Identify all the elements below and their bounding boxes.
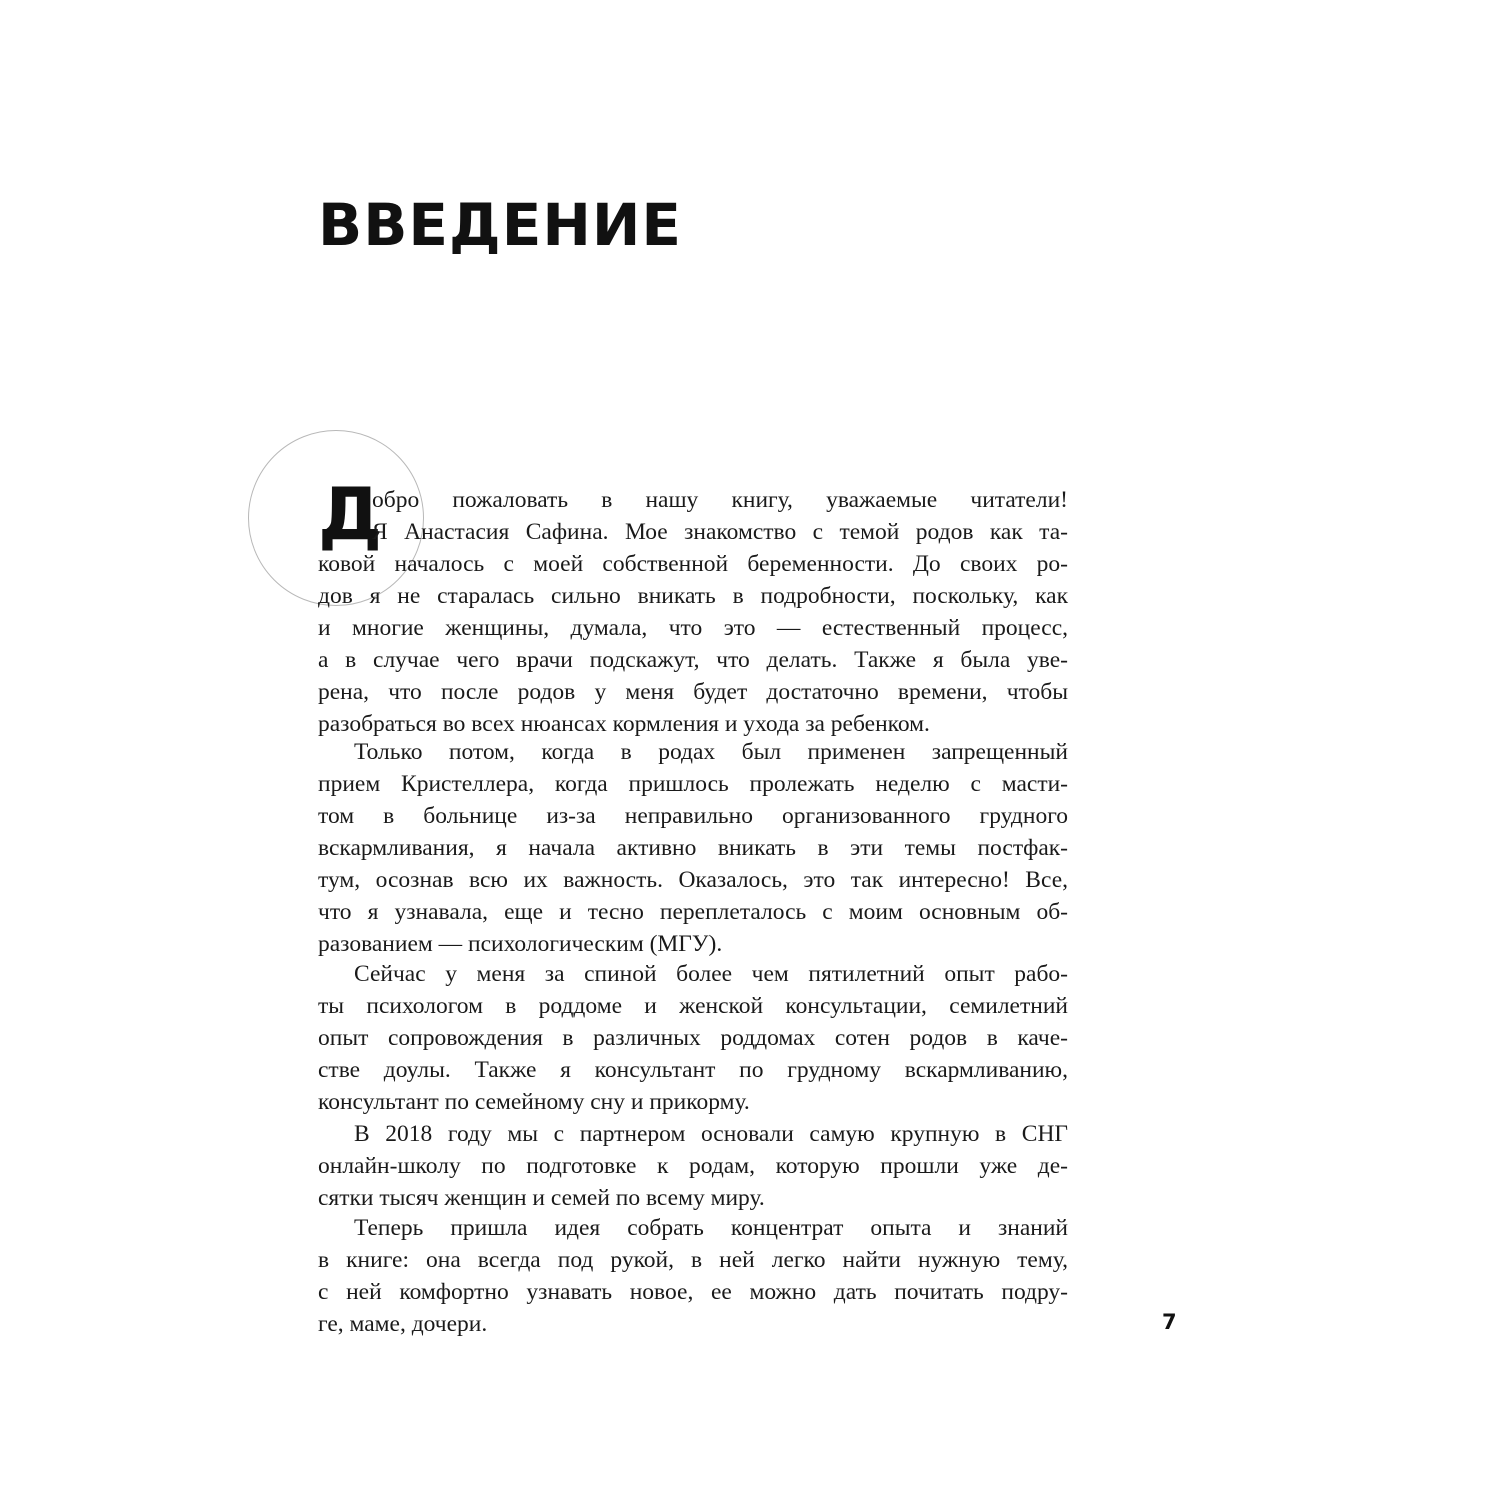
- text-line: Только потом, когда в родах был применен запрещенный: [354, 739, 1068, 765]
- text-line: том в больнице из-за неправильно организованного грудного: [318, 803, 1068, 829]
- text-line: Я Анастасия Сафина. Мое знакомство с темой родов как та-: [372, 519, 1068, 545]
- text-line: разованием — психологическим (МГУ).: [318, 931, 723, 957]
- text-line: стве доулы. Также я консультант по грудному вскармливанию,: [318, 1057, 1068, 1083]
- text-line: Теперь пришла идея собрать концентрат опыта и знаний: [354, 1215, 1068, 1241]
- text-line: В 2018 году мы с партнером основали самую крупную в СНГ: [354, 1121, 1068, 1147]
- text-line: и многие женщины, думала, что это — естественный процесс,: [318, 615, 1068, 641]
- text-line: что я узнавала, еще и тесно переплеталось с моим основным об-: [318, 899, 1068, 925]
- text-line: ковой началось с моей собственной беременности. До своих ро-: [318, 551, 1068, 577]
- text-line: вскармливания, я начала активно вникать в эти темы постфак-: [318, 835, 1068, 861]
- text-line: Сейчас у меня за спиной более чем пятилетний опыт рабо-: [354, 961, 1068, 987]
- text-line: с ней комфортно узнавать новое, ее можно дать почитать подру-: [318, 1279, 1068, 1305]
- text-line: сятки тысяч женщин и семей по всему миру.: [318, 1185, 765, 1211]
- text-line: онлайн-школу по подготовке к родам, которую прошли уже де-: [318, 1153, 1068, 1179]
- page-number: 7: [1162, 1310, 1177, 1334]
- text-line: ге, маме, дочери.: [318, 1311, 488, 1337]
- drop-cap: Д: [318, 472, 383, 556]
- text-line: разобраться во всех нюансах кормления и ухода за ребенком.: [318, 711, 930, 737]
- text-line: рена, что после родов у меня будет достаточно времени, чтобы: [318, 679, 1068, 705]
- text-line: консультант по семейному сну и прикорму.: [318, 1089, 750, 1115]
- text-line: прием Кристеллера, когда пришлось пролежать неделю с масти-: [318, 771, 1068, 797]
- chapter-title: ВВЕДЕНИЕ: [318, 191, 683, 259]
- text-line: ты психологом в роддоме и женской консультации, семилетний: [318, 993, 1068, 1019]
- text-line: опыт сопровождения в различных роддомах сотен родов в каче-: [318, 1025, 1068, 1051]
- text-line: дов я не старалась сильно вникать в подробности, поскольку, как: [318, 583, 1068, 609]
- text-line: тум, осознав всю их важность. Оказалось, это так интересно! Все,: [318, 867, 1068, 893]
- text-line: а в случае чего врачи подскажут, что делать. Также я была уве-: [318, 647, 1068, 673]
- text-line: обро пожаловать в нашу книгу, уважаемые читатели!: [372, 487, 1068, 513]
- text-line: в книге: она всегда под рукой, в ней легко найти нужную тему,: [318, 1247, 1068, 1273]
